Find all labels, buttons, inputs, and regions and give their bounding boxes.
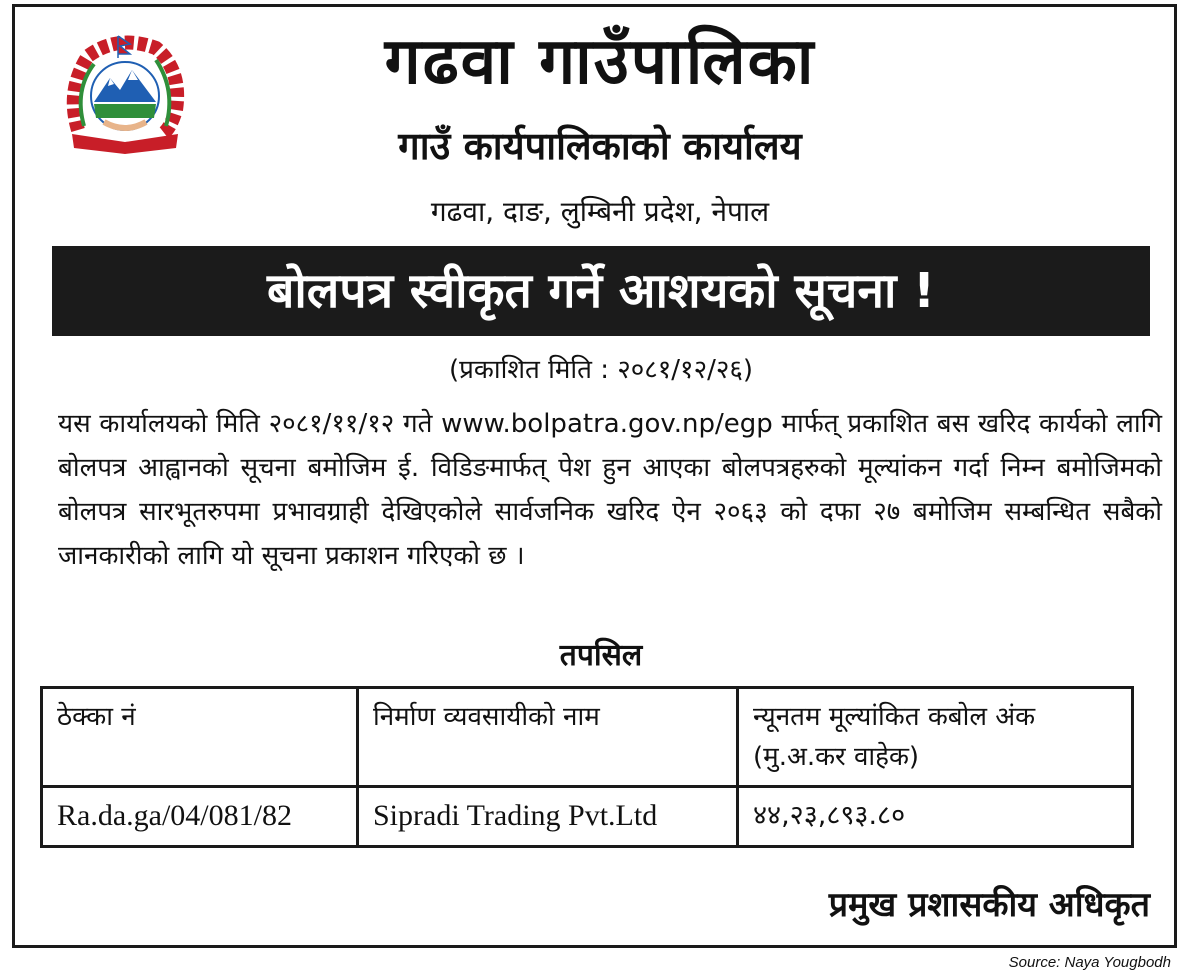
published-date: (प्रकाशित मिति : २०८१/१२/२६): [448, 355, 754, 385]
column-header-contractor-name: निर्माण व्यवसायीको नाम: [358, 688, 738, 787]
contractor-name-cell: Sipradi Trading Pvt.Ltd: [358, 787, 738, 847]
column-header-bid-amount: न्यूनतम मूल्यांकित कबोल अंक (मु.अ.कर वाहेक): [738, 688, 1133, 787]
nepal-government-emblem-icon: [58, 30, 192, 158]
column-header-contract-no: ठेक्का नं: [42, 688, 358, 787]
table-header-row: [42, 688, 1133, 787]
table-row: [42, 787, 1133, 847]
signatory-title: प्रमुख प्रशासकीय अधिकृत: [828, 885, 1150, 925]
source-credit: Source: Naya Yougbodh: [1008, 954, 1171, 971]
office-address: गढवा, दाङ, लुम्बिनी प्रदेश, नेपाल: [430, 195, 770, 228]
municipality-title: गढवा गाउँपालिका: [384, 25, 816, 99]
bid-amount-cell: ४४,२३,८९३.८०: [738, 787, 1133, 847]
bid-table: [40, 686, 1134, 848]
notice-banner-title: बोलपत्र स्वीकृत गर्ने आशयको सूचना !: [266, 263, 936, 319]
office-subtitle: गाउँ कार्यपालिकाको कार्यालय: [398, 124, 802, 168]
notice-body: यस कार्यालयको मिति २०८१/११/१२ गते www.bolpatra.gov.np/egp मार्फत् प्रकाशित बस खरिद कार्यको लागि बोलपत्र आह्वानको सूचना बमोजिम ई. विडिङमार्फत् पेश हुन आएका बोलपत्रहरुको मूल्यांकन गर्दा निम्न बमोजिमको बोलपत्र सारभूतरुपमा प्रभावग्राही देखिएकोले सार्वजनिक खरिद ऐन २०६३ को दफा २७ बमोजिम सम्बन्धित सबैको जानकारीको लागि यो सूचना प्रकाशन गरिएको छ ।: [58, 409, 1162, 571]
section-heading: तपसिल: [559, 638, 643, 673]
contract-no-cell: Ra.da.ga/04/081/82: [42, 787, 358, 847]
